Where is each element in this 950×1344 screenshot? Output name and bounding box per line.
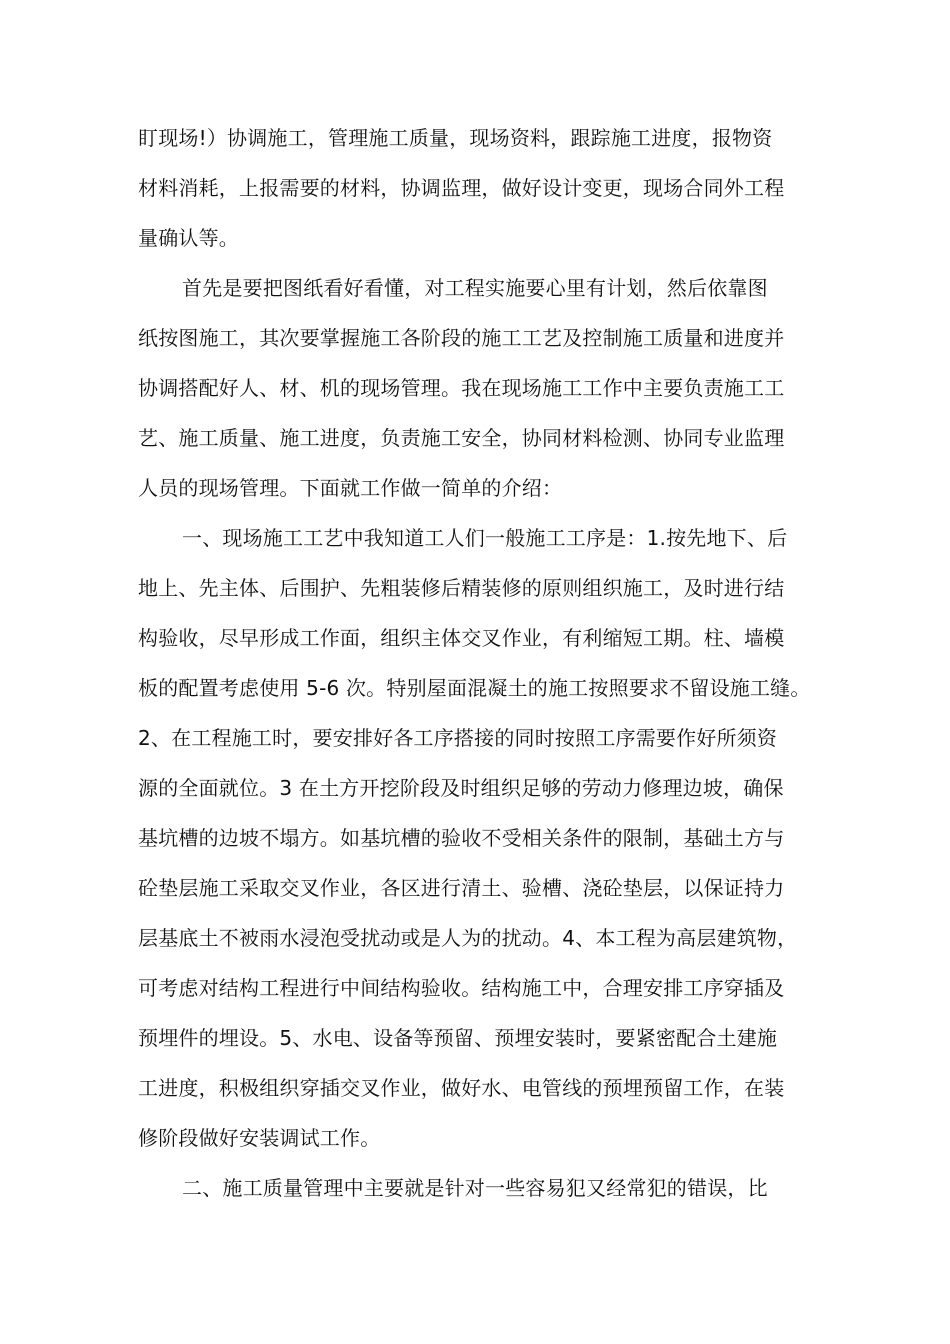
text-line: 层基底土不被雨水浸泡受扰动或是人为的扰动。4、本工程为高层建筑物， [138,926,798,950]
text-line: 人员的现场管理。下面就工作做一简单的介绍： [138,476,563,500]
text-line: 砼垫层施工采取交叉作业，各区进行清土、验槽、浇砼垫层，以保证持力 [138,876,785,900]
text-line: 源的全面就位。3 在土方开挖阶段及时组织足够的劳动力修理边坡，确保 [138,776,784,800]
text-line: 材料消耗，上报需要的材料，协调监理，做好设计变更，现场合同外工程 [138,176,785,200]
text-line: 基坑槽的边坡不塌方。如基坑槽的验收不受相关条件的限制，基础土方与 [138,826,785,850]
text-line: 量确认等。 [138,226,239,250]
text-line: 2、在工程施工时，要安排好各工序搭接的同时按照工序需要作好所须资 [138,726,778,750]
text-line: 盯现场!）协调施工，管理施工质量，现场资料，跟踪施工进度，报物资 [138,126,773,150]
text-line: 地上、先主体、后围护、先粗装修后精装修的原则组织施工，及时进行结 [138,576,785,600]
text-line: 可考虑对结构工程进行中间结构验收。结构施工中，合理安排工序穿插及 [138,976,785,1000]
text-line: 工进度，积极组织穿插交叉作业，做好水、电管线的预埋预留工作，在装 [138,1076,785,1100]
text-line: 纸按图施工，其次要掌握施工各阶段的施工工艺及控制施工质量和进度并 [138,326,785,350]
text-line: 构验收，尽早形成工作面，组织主体交叉作业，有利缩短工期。柱、墙模 [138,626,785,650]
text-line: 板的配置考虑使用 5-6 次。特别屋面混凝土的施工按照要求不留设施工缝。 [138,676,811,700]
text-line: 修阶段做好安装调试工作。 [138,1126,381,1150]
text-line: 艺、施工质量、施工进度，负责施工安全，协同材料检测、协同专业监理 [138,426,785,450]
text-line: 协调搭配好人、材、机的现场管理。我在现场施工工作中主要负责施工工 [138,376,785,400]
text-line: 一、现场施工工艺中我知道工人们一般施工工序是：1.按先地下、后 [182,526,788,550]
text-line: 预埋件的埋设。5、水电、设备等预留、预埋安装时，要紧密配合土建施 [138,1026,778,1050]
text-line: 首先是要把图纸看好看懂，对工程实施要心里有计划，然后依靠图 [182,276,768,300]
text-line: 二、施工质量管理中主要就是针对一些容易犯又经常犯的错误，比 [182,1176,768,1200]
